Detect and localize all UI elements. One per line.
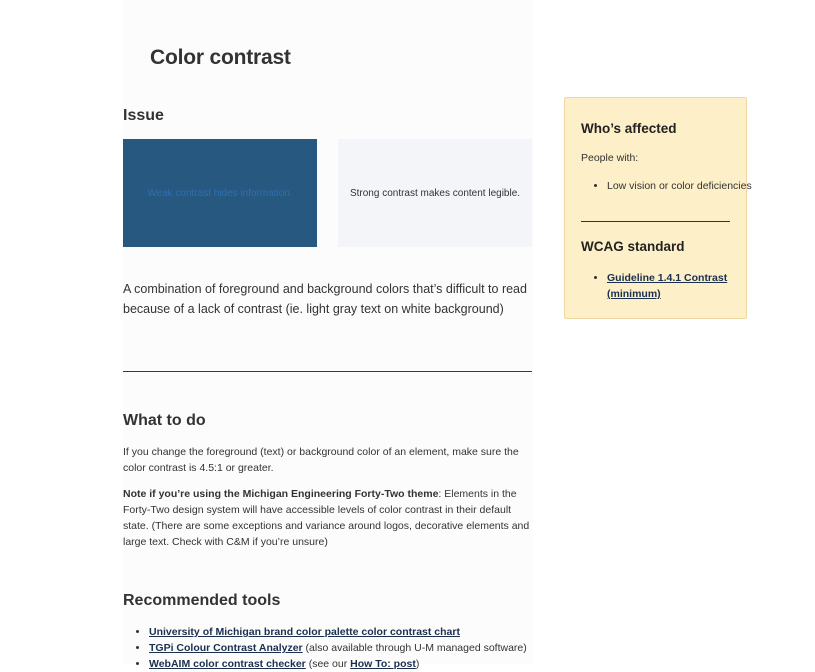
whos-affected-heading: Who’s affected: [581, 121, 677, 136]
um-brand-palette-link[interactable]: University of Michigan brand color palette color contrast chart: [149, 626, 460, 638]
weak-contrast-text: Weak contrast hides information.: [147, 187, 293, 199]
forty-two-note-bold: Note if you’re using the Michigan Engineering Forty-Two theme: [123, 488, 439, 500]
tool-note: (see our: [305, 658, 351, 670]
wcag-list: [581, 270, 757, 302]
list-item: • Low vision or color deficiencies: [607, 178, 757, 194]
webaim-checker-link[interactable]: WebAIM color contrast checker: [149, 658, 306, 670]
recommended-tools-heading: Recommended tools: [123, 592, 281, 609]
list-item: [607, 270, 757, 302]
strong-contrast-text: Strong contrast makes content legible.: [349, 187, 521, 199]
main-content-column: [123, 0, 533, 664]
strong-contrast-example: [338, 139, 532, 247]
how-to-post-link[interactable]: How To: post: [350, 658, 416, 670]
wcag-guideline-link[interactable]: Guideline 1.4.1 Contrast (minimum): [607, 272, 728, 300]
issue-heading: Issue: [123, 107, 164, 124]
aside-divider: [581, 221, 730, 222]
wcag-standard-heading: WCAG standard: [581, 239, 685, 254]
weak-contrast-example: [123, 139, 317, 247]
tgpi-analyzer-link[interactable]: TGPi Colour Contrast Analyzer: [149, 642, 303, 654]
tools-list: [123, 624, 569, 672]
list-item: [149, 624, 569, 640]
forty-two-note-text: : Elements in the Forty-Two design system will have accessible levels of color contrast in their default state. (There are some exceptions and variance around logos, decorative elements and large text. Check with C&M if you’re unsure): [123, 488, 530, 548]
sidebar-info-box: [564, 97, 752, 319]
forty-two-note: [123, 486, 535, 550]
affected-list: [581, 178, 757, 194]
tool-note-end: ): [415, 658, 420, 670]
list-item: [149, 640, 569, 656]
list-item: [149, 656, 569, 672]
people-with-label: People with:: [581, 152, 639, 164]
section-divider: [123, 371, 532, 372]
issue-description: A combination of foreground and background colors that’s difficult to read because of a lack of contrast (ie. light gray text on white background): [123, 282, 527, 316]
what-to-do-heading: What to do: [123, 412, 206, 429]
page-title: Color contrast: [150, 46, 291, 69]
what-to-do-paragraph: If you change the foreground (text) or background color of an element, make sure the color contrast is 4.5:1 or greater.: [123, 446, 519, 474]
tool-note: (also available through U-M managed software): [302, 642, 527, 654]
